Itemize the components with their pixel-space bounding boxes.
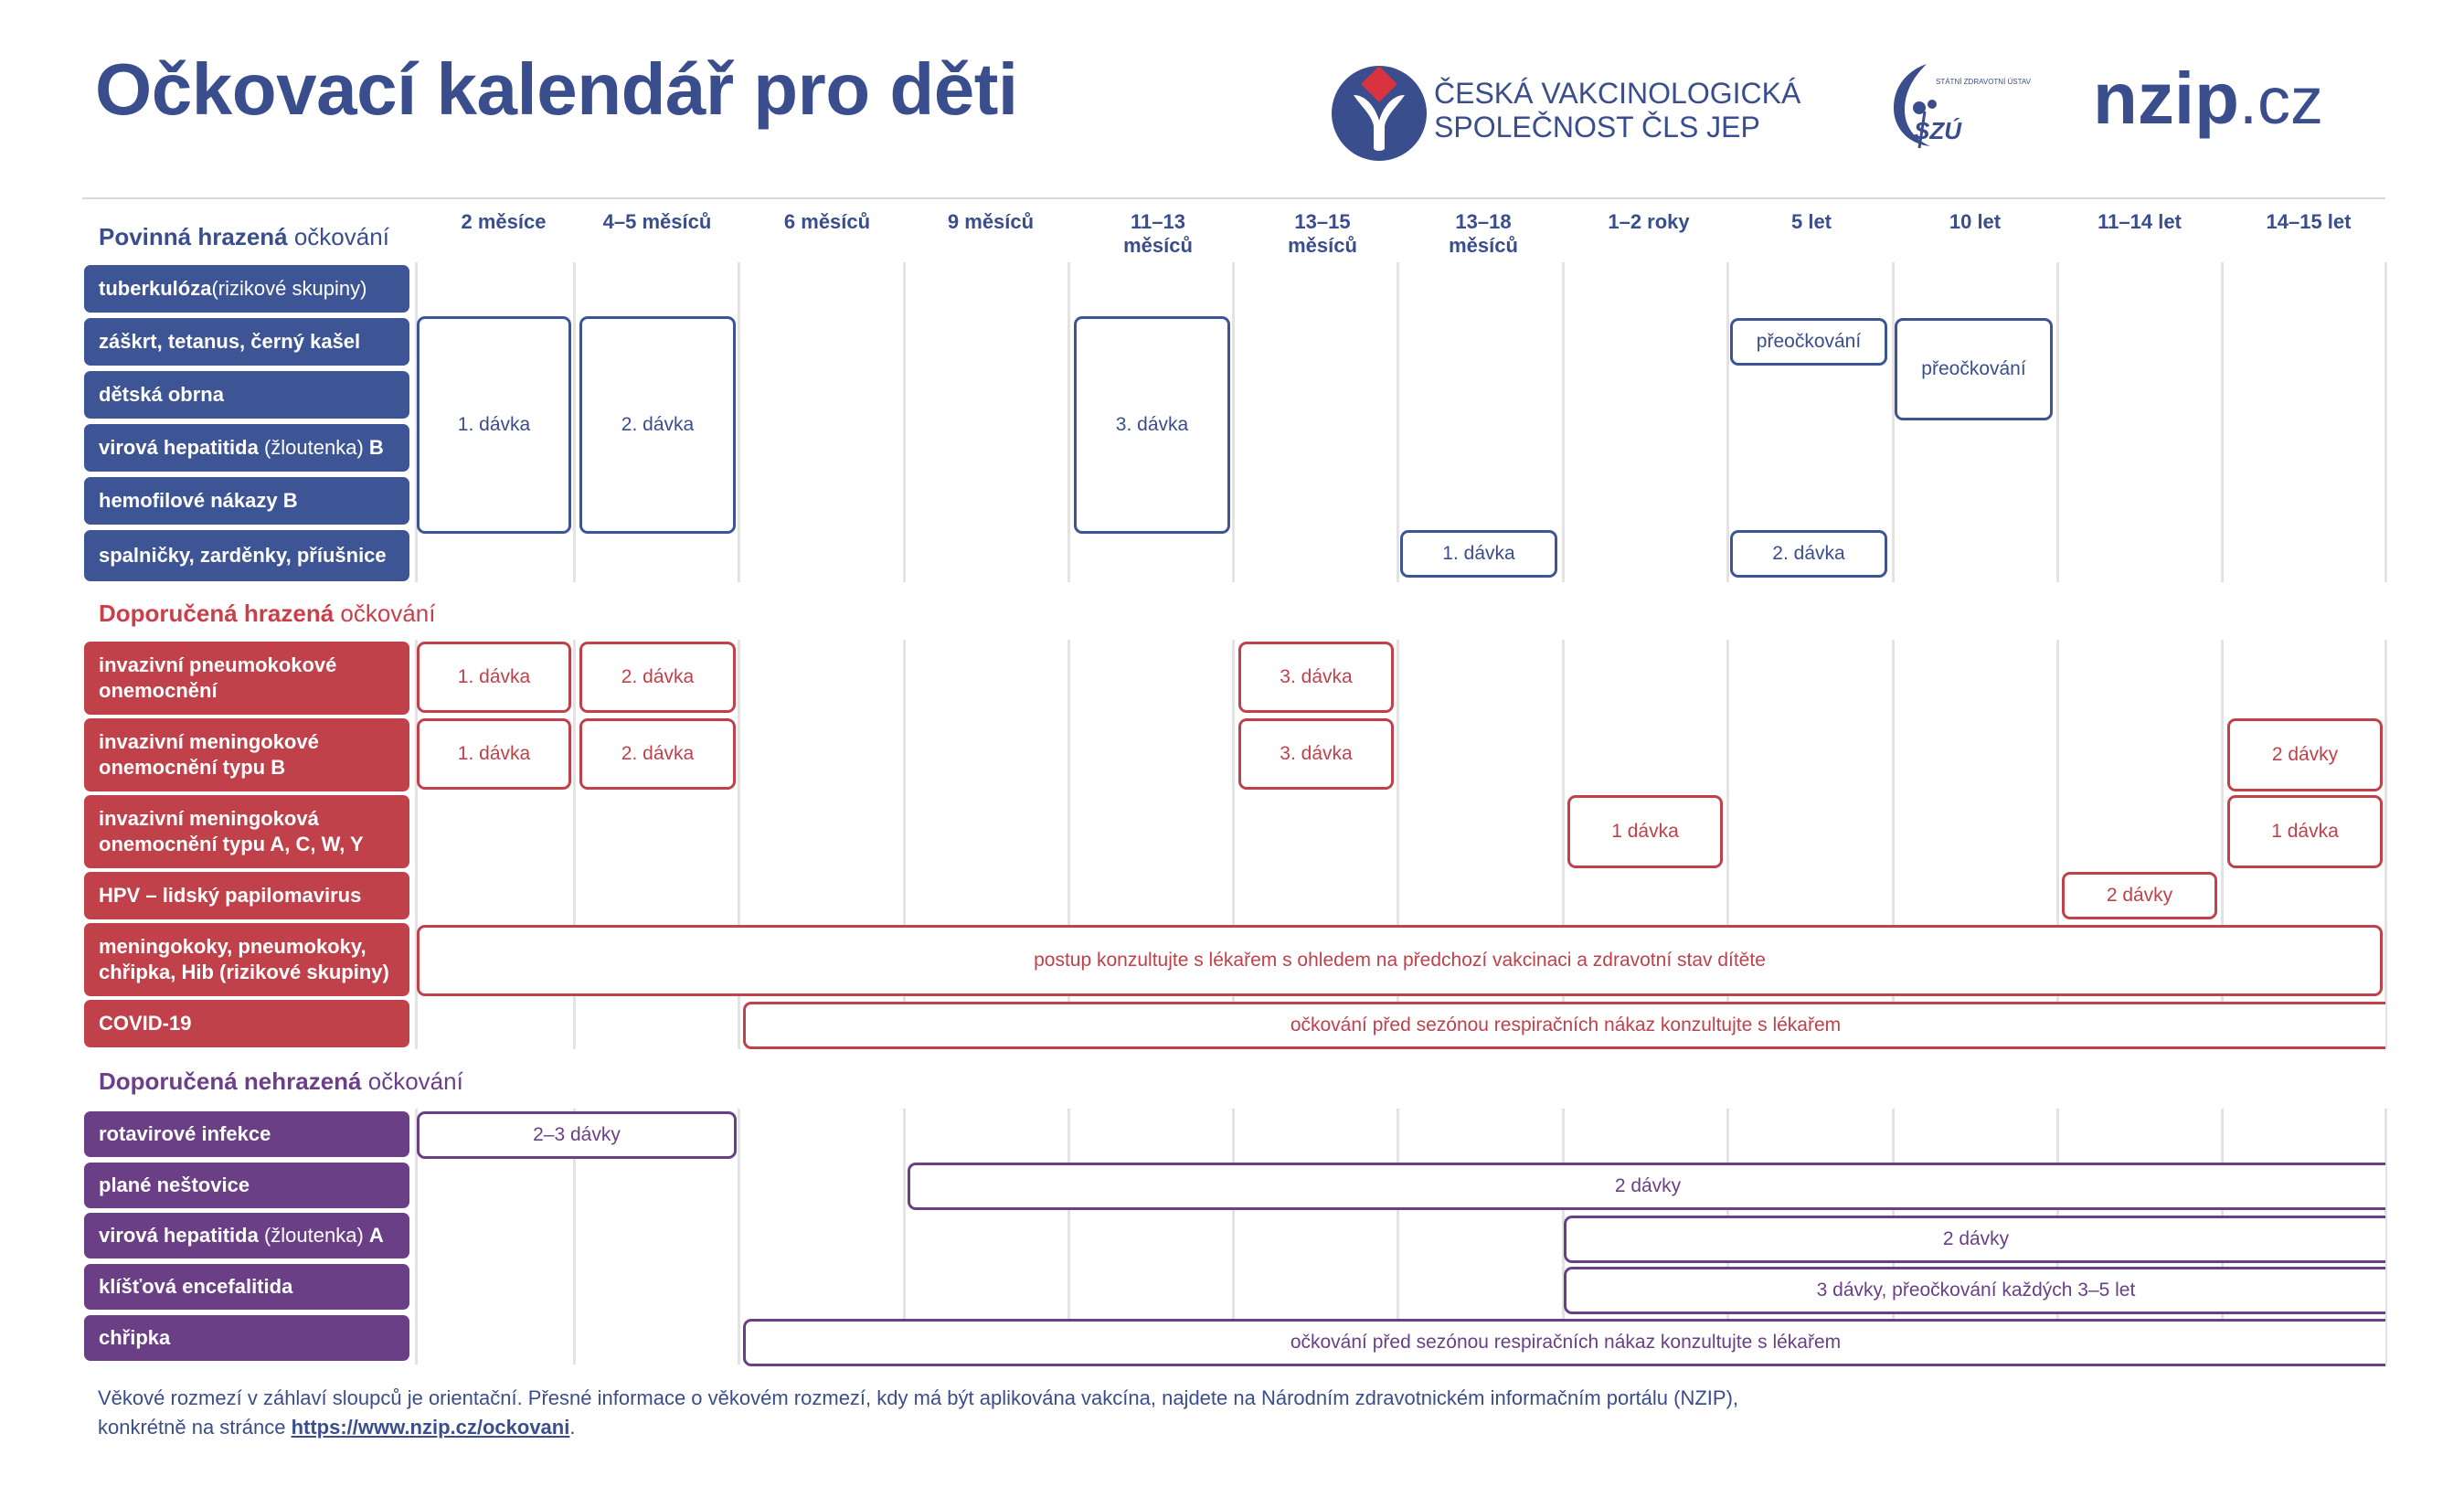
dose-bar-tick-borne-encephalitis: 3 dávky, přeočkování každých 3–5 let [1564, 1267, 2385, 1314]
row-label-risk-groups: meningokoky, pneumokoky, chřipka, Hib (rizikové skupiny) [84, 923, 409, 996]
row-label-meningococcal-acwy: invazivní meningoková onemocnění typu A, C, W, Y [84, 795, 409, 868]
column-header: 6 měsíců [783, 210, 871, 233]
column-header: 9 měsíců [947, 210, 1035, 233]
column-header: 2 měsíce [461, 210, 547, 233]
cvs-logo-line1: ČESKÁ VAKCINOLOGICKÁ [1434, 77, 1801, 110]
column-header: 13–18 měsíců [1449, 210, 1518, 257]
nzip-logo-main: nzip [2093, 58, 2239, 139]
szu-logo[interactable] [1874, 57, 2032, 166]
nzip-link[interactable]: https://www.nzip.cz/ockovani [291, 1416, 570, 1439]
section-title-recommended-unpaid: Doporučená nehrazená očkování [99, 1067, 463, 1095]
row-label-hepatitis-b: virová hepatitida (žloutenka) B [84, 424, 409, 472]
dose-box-menacwy-toddler: 1 dávka [1567, 795, 1723, 868]
row-label-rotavirus: rotavirové infekce [84, 1111, 409, 1157]
dose-box-menb-teen: 2 dávky [2227, 718, 2383, 791]
section-title-recommended-paid: Doporučená hrazená očkování [99, 600, 436, 627]
dose-box-hexa-2: 2. dávka [579, 316, 736, 534]
row-label-diphtheria-tetanus-pertussis: záškrt, tetanus, černý kašel [84, 318, 409, 366]
column-header: 14–15 let [2266, 210, 2352, 233]
page-title: Očkovací kalendář pro děti [95, 48, 1018, 130]
nzip-logo[interactable] [2093, 57, 2395, 157]
dose-box-dtp-booster-5y: přeočkování [1730, 318, 1887, 366]
dose-box-hexa-3: 3. dávka [1074, 316, 1230, 534]
szu-logo-text: SZÚ [1914, 117, 1961, 144]
dose-box-hpv: 2 dávky [2062, 872, 2217, 919]
row-label-pneumococcal: invazivní pneumokokové onemocnění [84, 642, 409, 715]
row-label-varicella: plané neštovice [84, 1163, 409, 1208]
szu-logo-small-text: STÁTNÍ ZDRAVOTNÍ ÚSTAV [1936, 78, 2032, 86]
dose-bar-influenza: očkování před sezónou respiračních nákaz konzultujte s lékařem [743, 1319, 2385, 1366]
header-divider [82, 197, 2385, 199]
column-header: 11–14 let [2098, 210, 2182, 233]
column-header: 13–15 měsíců [1288, 210, 1357, 257]
column-header: 4–5 měsíců [602, 210, 712, 233]
row-label-influenza: chřipka [84, 1315, 409, 1361]
cvs-logo-icon [1330, 64, 1428, 163]
dose-bar-risk-groups: postup konzultujte s lékařem s ohledem na předchozí vakcinaci a zdravotní stav dítěte [417, 925, 2383, 996]
dose-bar-varicella: 2 dávky [908, 1163, 2385, 1210]
dose-box-menb-3: 3. dávka [1238, 718, 1394, 790]
nzip-logo-tld: .cz [2238, 65, 2323, 138]
column-header: 10 let [1949, 210, 2002, 233]
row-label-tuberculosis: tuberkulóza (rizikové skupiny) [84, 265, 409, 313]
footer-note: Věkové rozmezí v záhlaví sloupců je orientační. Přesné informace o věkovém rozmezí, kdy má být aplikována vakcína, najdete na Národním zdravotnickém informačním portálu (NZIP), konkrétně na stránce https://www.nzip.cz/ockovani. [98, 1384, 1738, 1442]
row-label-tick-borne-encephalitis: klíšťová encefalitida [84, 1264, 409, 1310]
dose-box-menb-1: 1. dávka [417, 718, 571, 790]
footer-line-1: Věkové rozmezí v záhlaví sloupců je orientační. Přesné informace o věkovém rozmezí, kdy má být aplikována vakcína, najdete na Národním zdravotnickém informačním portálu (NZIP), [98, 1386, 1739, 1409]
dose-bar-hepatitis-a: 2 dávky [1564, 1216, 2385, 1263]
column-header: 11–13 měsíců [1123, 210, 1193, 257]
row-label-hepatitis-a: virová hepatitida (žloutenka) A [84, 1213, 409, 1258]
dose-box-menb-2: 2. dávka [579, 718, 736, 790]
column-header: 1–2 roky [1608, 210, 1690, 233]
dose-box-pneumo-2: 2. dávka [579, 642, 736, 713]
cvs-logo-line2: SPOLEČNOST ČLS JEP [1434, 111, 1760, 143]
column-header: 5 let [1790, 210, 1832, 233]
dose-box-mmr-2: 2. dávka [1730, 530, 1887, 578]
footer-line-2: konkrétně na stránce [98, 1416, 292, 1439]
cvs-logo[interactable] [1330, 64, 1801, 163]
row-label-mmr: spalničky, zarděnky, příušnice [84, 530, 409, 581]
row-label-meningococcal-b: invazivní meningokové onemocnění typu B [84, 718, 409, 791]
szu-logo-icon [1874, 57, 2032, 166]
dose-box-mmr-1: 1. dávka [1400, 530, 1557, 578]
dose-box-pneumo-1: 1. dávka [417, 642, 571, 713]
row-label-covid: COVID-19 [84, 1000, 409, 1047]
section-title-mandatory: Povinná hrazená očkování [99, 223, 389, 250]
dose-bar-covid: očkování před sezónou respiračních nákaz konzultujte s lékařem [743, 1002, 2385, 1049]
dose-box-hexa-1: 1. dávka [417, 316, 571, 534]
row-label-polio: dětská obrna [84, 371, 409, 419]
dose-box-booster-10y: přeočkování [1895, 318, 2053, 420]
row-label-hpv: HPV – lidský papilomavirus [84, 872, 409, 919]
row-label-hib: hemofilové nákazy B [84, 477, 409, 525]
dose-box-pneumo-3: 3. dávka [1238, 642, 1394, 713]
dose-box-rotavirus: 2–3 dávky [417, 1111, 737, 1159]
dose-box-menacwy-teen: 1 dávka [2227, 795, 2383, 868]
